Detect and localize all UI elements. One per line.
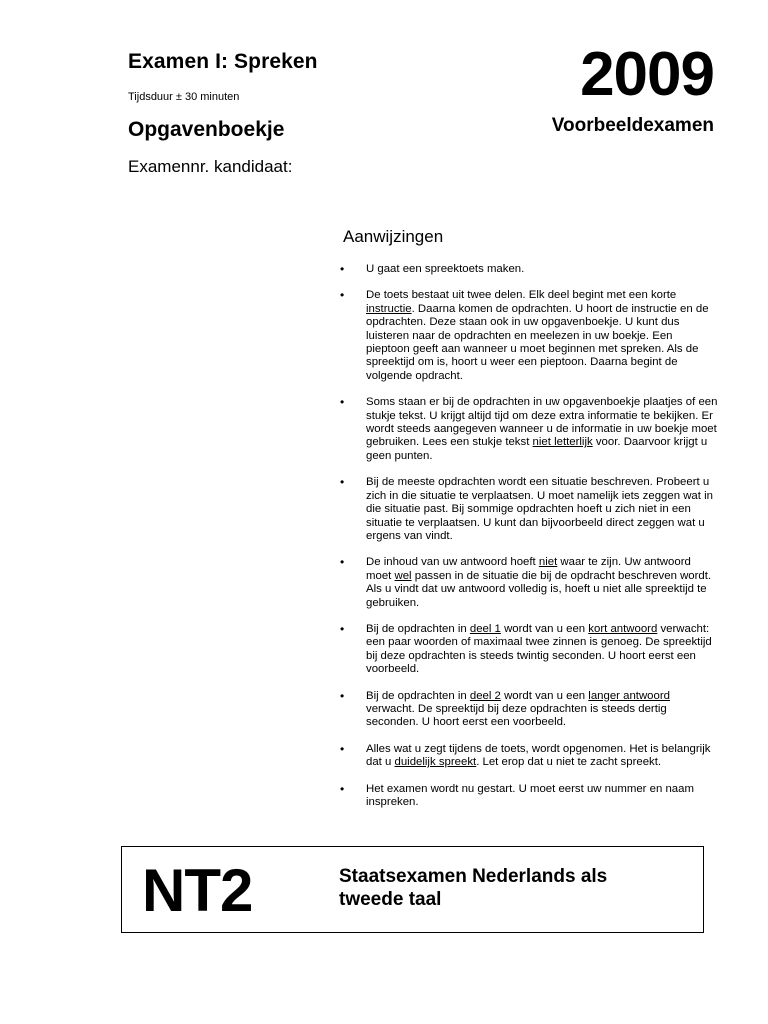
instruction-text: passen in de situatie die bij de opdracht beschreven wordt. Als u vindt dat uw antwoord volledig is, hoeft u niet alle spreektijd te gebruiken.	[366, 569, 712, 609]
underlined-text: wel	[394, 569, 412, 582]
sample-exam-label: Voorbeeldexamen	[551, 115, 714, 136]
booklet-title: Opgavenboekje	[128, 118, 285, 141]
instruction-item	[340, 476, 718, 543]
instruction-item	[340, 289, 718, 383]
underlined-text: niet letterlijk	[532, 436, 593, 449]
instruction-text: Bij de opdrachten in	[366, 689, 470, 702]
state-exam-title: Staatsexamen Nederlands als tweede taal	[339, 866, 608, 910]
instruction-item	[340, 263, 718, 276]
candidate-number-label: Examennr. kandidaat:	[128, 157, 293, 176]
bullet-icon: •	[340, 741, 345, 756]
exam-year: 2009	[580, 40, 714, 109]
instruction-text: Het examen wordt nu gestart. U moet eerst uw nummer en naam inspreken.	[366, 782, 694, 808]
instruction-text: Alles wat u zegt tijdens de toets, wordt opgenomen. Het is belangrijk dat u	[366, 742, 711, 769]
nt2-logo-text: NT2	[142, 857, 253, 924]
underlined-text: niet	[538, 556, 558, 569]
instruction-item	[340, 783, 718, 810]
instruction-item	[340, 623, 718, 677]
footer-box	[121, 846, 704, 933]
exam-duration: Tijdsduur ± 30 minuten	[128, 91, 240, 103]
underlined-text: duidelijk spreekt	[394, 756, 477, 769]
underlined-text: instructie	[366, 302, 412, 315]
instruction-item	[340, 556, 718, 610]
instruction-text: Bij de opdrachten in	[366, 622, 470, 635]
instruction-text: U gaat een spreektoets maken.	[366, 263, 525, 275]
instruction-text: waar te zijn. Uw antwoord moet	[366, 556, 691, 582]
instructions-heading: Aanwijzingen	[343, 227, 444, 246]
instruction-text: Soms staan er bij de opdrachten in uw opgavenboekje plaatjes of een stukje tekst. U krijgt altijd tijd om deze extra informatie te bekijken. Er wordt steeds aangegeven wanneer u de informatie in uw boekje moet gebruiken. Lees een stukje tekst	[366, 396, 718, 449]
instruction-text: voor. Daarvoor krijgt u geen punten.	[366, 436, 708, 462]
underlined-text: deel 1	[469, 622, 501, 635]
bullet-icon: •	[340, 621, 345, 636]
underlined-text: deel 2	[469, 689, 501, 702]
instruction-text: Bij de meeste opdrachten wordt een situatie beschreven. Probeert u zich in die situatie te verplaatsen. U moet namelijk iets zeggen wat in die situatie past. Bij sommige opdrachten hoeft u zich niet in een situatie te verplaatsen. U kunt dan bijvoorbeeld direct zeggen wat u ergens van vindt.	[366, 476, 713, 542]
bullet-icon: •	[340, 288, 345, 303]
instruction-text: De inhoud van uw antwoord hoeft	[366, 556, 539, 569]
bullet-icon: •	[340, 555, 345, 570]
instruction-text: De toets bestaat uit twee delen. Elk deel begint met een korte	[366, 289, 677, 302]
bullet-icon: •	[340, 262, 345, 276]
instruction-item	[340, 690, 718, 730]
instruction-text: wordt van u een	[500, 689, 589, 702]
instruction-item	[340, 743, 718, 770]
bullet-icon: •	[340, 475, 345, 490]
instruction-item	[340, 396, 718, 463]
bullet-icon: •	[340, 781, 345, 796]
underlined-text: kort antwoord	[588, 622, 658, 635]
instruction-text: verwacht: een paar woorden of maximaal twee zinnen is genoeg. De spreektijd bij deze opdrachten is steeds twintig seconden. U hoort eerst een voorbeeld.	[366, 622, 712, 676]
instructions-list	[340, 263, 718, 822]
instruction-text: . Daarna komen de opdrachten. U hoort de instructie en de opdrachten. Deze staan ook in uw opgavenboekje. U kunt dus luisteren naar de opdrachten en meelezen in uw boekje. Een pieptoon geeft aan wanneer u moet beginnen met spreken. Als de spreektijd om is, hoort u weer een pieptoon. Daarna begint de volgende opdracht.	[366, 302, 709, 382]
bullet-icon: •	[340, 395, 345, 410]
instruction-text: verwacht. De spreektijd bij deze opdrachten is steeds dertig seconden. U hoort eerst een voorbeeld.	[366, 702, 667, 729]
exam-title: Examen I: Spreken	[128, 50, 318, 73]
bullet-icon: •	[340, 688, 345, 703]
instruction-text: . Let erop dat u niet te zacht spreekt.	[476, 756, 662, 769]
underlined-text: langer antwoord	[588, 689, 670, 702]
instruction-text: wordt van u een	[500, 622, 589, 635]
